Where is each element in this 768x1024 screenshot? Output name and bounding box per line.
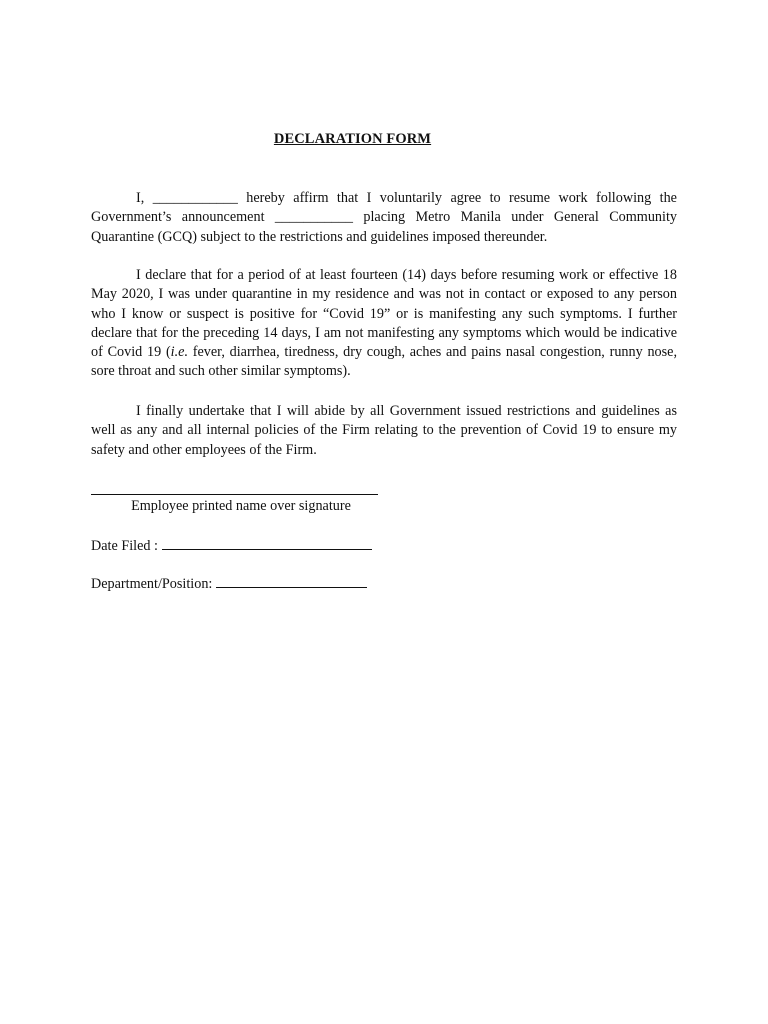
undertaking-paragraph xyxy=(91,402,677,460)
declaration-text-before: I declare that for a period of at least fourteen (14) days before resuming work or effective 18 May 2020, I was under quarantine in my residence and was not in contact or exposed to any person who I know or suspect is positive for “Covid 19” or is manifesting any such symptoms. I further declare that for the preceding 14 days, I am not manifesting any symptoms which would be indicative of Covid 19 ( xyxy=(91,267,677,361)
affirmation-prefix: I, xyxy=(136,190,153,206)
quarantine-declaration-paragraph xyxy=(91,266,677,382)
announcement-blank: ___________ xyxy=(274,209,353,226)
department-position-row xyxy=(91,575,367,593)
affirmation-middle: hereby affirm that I voluntarily agree to resume work following the Government’s announcement xyxy=(91,190,677,226)
department-position-label: Department/Position: xyxy=(91,576,216,592)
department-position-line xyxy=(216,575,367,588)
affirmation-suffix: placing Metro Manila under General Community Quarantine (GCQ) subject to the restrictions and guidelines imposed thereunder. xyxy=(91,209,677,245)
date-filed-row xyxy=(91,537,372,555)
date-filed-label: Date Filed : xyxy=(91,538,162,554)
ie-abbreviation: i.e. xyxy=(170,344,189,361)
declaration-text-after: fever, diarrhea, tiredness, dry cough, aches and pains nasal congestion, runny nose, sore throat and such other similar symptoms). xyxy=(91,344,678,380)
affirmation-paragraph xyxy=(91,189,677,247)
signature-caption: Employee printed name over signature xyxy=(131,498,351,514)
date-filed-line xyxy=(162,537,372,550)
undertaking-text: I finally undertake that I will abide by all Government issued restrictions and guidelines as well as any and all internal policies of the Firm relating to the prevention of Covid 19 to ensure my safety and other employees of the Firm. xyxy=(91,403,677,458)
document-title: DECLARATION FORM xyxy=(273,131,432,147)
name-blank: ____________ xyxy=(152,190,238,206)
signature-line xyxy=(91,494,378,495)
